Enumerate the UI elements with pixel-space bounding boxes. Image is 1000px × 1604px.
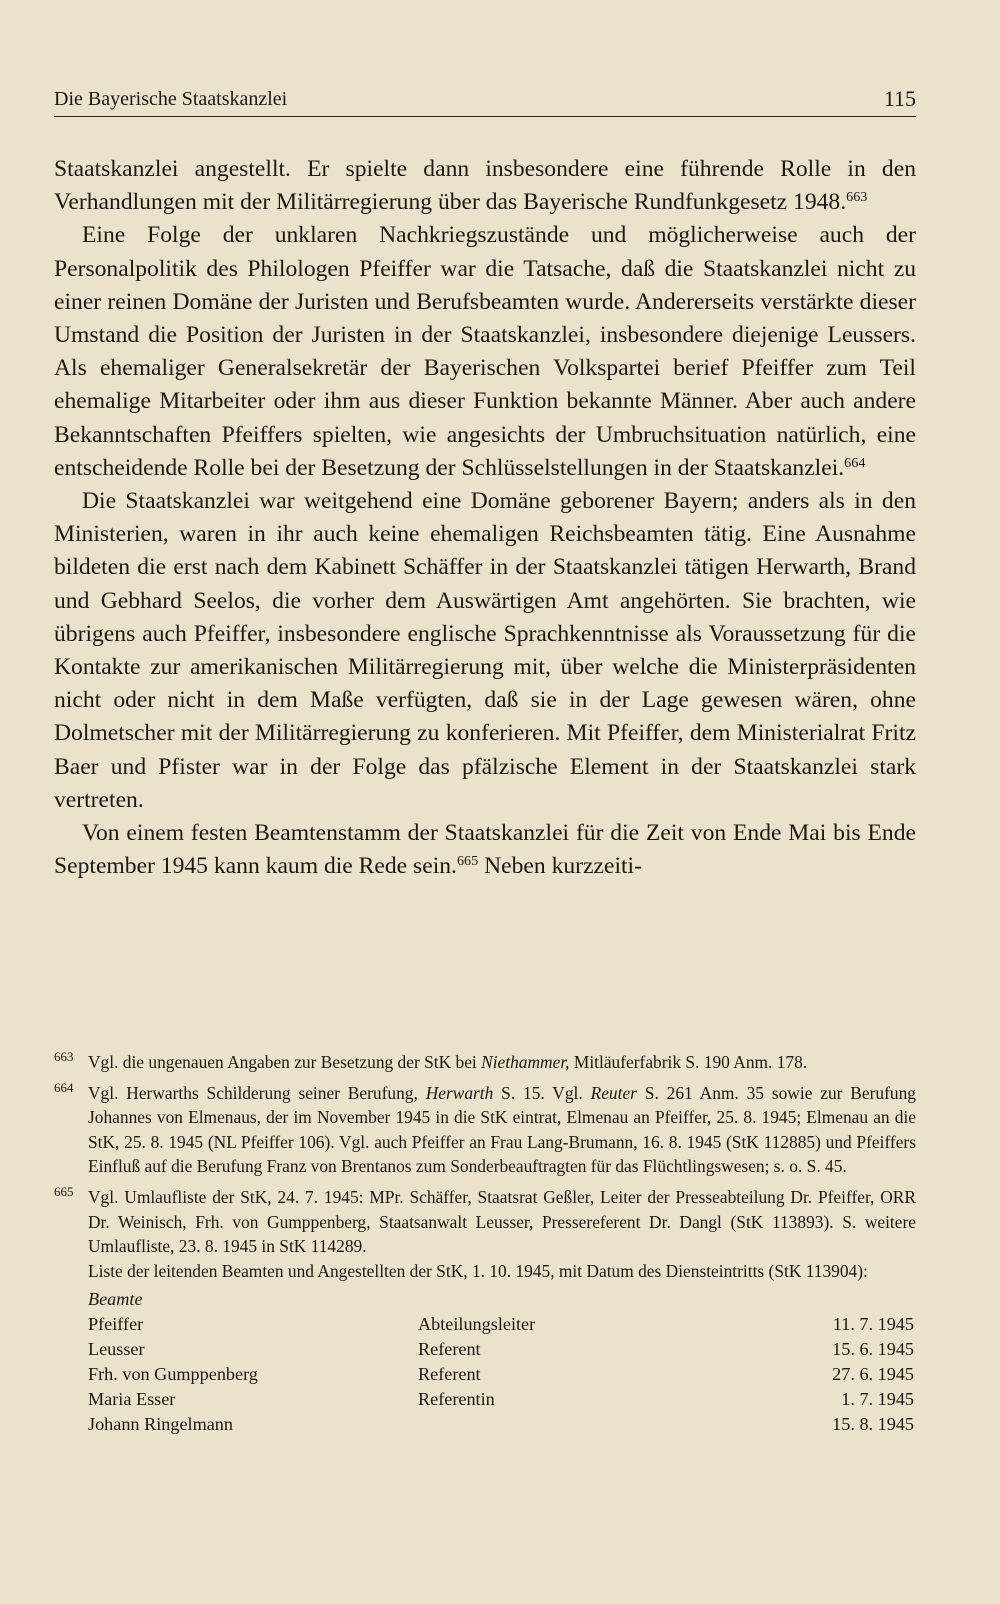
- footnote-664: 664 Vgl. Herwarths Schilderung seiner Berufung, Herwarth S. 15. Vgl. Reuter S. 261 Anm. 35 sowie zur Berufung Johannes von Elmenaus, der im November 1945 in die StK eintrat, Elmenau an Pfeiffer, 25. 8. 1945; Elmenau an die StK, 25. 8. 1945 (NL Pfeiffer 106). Vgl. auch Pfeiffer an Frau Lang-Brumann, 16. 8. 1945 (StK 112885) und Pfeiffers Einfluß auf die Berufung Franz von Brentanos zum Sonderbeauftragten für das Flüchtlingswesen; s. o. S. 45.: [54, 1081, 916, 1179]
- footnote-number: 664: [54, 1079, 74, 1095]
- table-row: Maria Esser Referentin 1. 7. 1945: [88, 1388, 914, 1409]
- table-caption: Beamte: [88, 1289, 143, 1310]
- page-number: 115: [883, 86, 916, 111]
- paragraph-3: Die Staatskanzlei war weitgehend eine Domäne geborener Bayern; anders als in den Ministerien, waren in ihr auch keine ehemaligen Reichsbeamten tätig. Eine Ausnahme bildeten die erst nach dem Kabinett Schäffer in der Staatskanzlei tätigen Herwarth, Brand und Gebhard Seelos, die vorher dem Auswärtigen Amt angehörten. Sie brachten, wie übrigens auch Pfeiffer, insbesondere englische Sprachkenntnisse als Voraussetzung für die Kontakte zur amerikanischen Militärregierung mit, über welche die Ministerpräsidenten nicht oder nicht in dem Maße verfügten, daß sie in der Lage gewesen wären, ohne Dolmetscher mit der Militärregierung zu konferieren. Mit Pfeiffer, dem Ministerialrat Fritz Baer und Pfister war in der Folge das pfälzische Element in der Staatskanzlei stark vertreten.: [54, 488, 916, 813]
- footnote-ref-664: 664: [844, 455, 866, 472]
- footnote-ref-665: 665: [456, 853, 479, 870]
- table-row: Johann Ringelmann 15. 8. 1945: [88, 1413, 914, 1434]
- running-header: [54, 86, 916, 117]
- paragraph-2: Eine Folge der unklaren Nachkriegszustände und möglicherweise auch der Personalpolitik des Philologen Pfeiffer war die Tatsache, daß die Staatskanzlei nicht zu einer reinen Domäne der Juristen und Berufsbeamten wurde. Andererseits verstärkte dieser Umstand die Position der Juristen in der Staatskanzlei, insbesondere diejenige Leussers. Als ehemaliger Generalsekretär der Bayerischen Volkspartei berief Pfeiffer zum Teil ehemalige Mitarbeiter oder ihm aus dieser Funktion bekannte Männer. Aber auch andere Bekanntschaften Pfeiffers spielten, wie angesichts der Umbruchsituation natürlich, eine entscheidende Rolle bei der Besetzung der Schlüsselstellungen in der Staatskanzlei.$^{664}$: [54, 222, 916, 481]
- footnote-665: 665 Vgl. Umlaufliste der StK, 24. 7. 1945: MPr. Schäffer, Staatsrat Geßler, Leiter der Presseabteilung Dr. Pfeiffer, ORR Dr. Weinisch, Frh. von Gumppenberg, Staatsanwalt Leusser, Pressereferent Dr. Dangl (StK 113893). S. weitere Umlaufliste, 23. 8. 1945 in StK 114289. Liste der leitenden Beamten und Angestellten der StK, 1. 10. 1945, mit Datum des Diensteintritts (StK 113904): Beamte Pfeiffer Abteilungsleiter 11. 7. 1945 Leusser Referent 15. 6. 1945 Frh. von Gumppenberg Referent 27. 6. 1945 Maria Esser Referentin 1. 7. 1945 Johann Ringelmann 15. 8. 1945: [54, 1185, 916, 1437]
- staff-table: [88, 1287, 914, 1437]
- footnote-number: 665: [54, 1183, 74, 1199]
- paragraph-1: Staatskanzlei angestellt. Er spielte dann insbesondere eine führende Rolle in den Verhandlungen mit der Militärregierung über das Bayerische Rundfunkgesetz 1948.$^{663}$: [54, 156, 916, 216]
- footnote-ref-663: 663: [846, 189, 868, 206]
- table-row: Frh. von Gumppenberg Referent 27. 6. 1945: [88, 1363, 914, 1384]
- table-row: Pfeiffer Abteilungsleiter 11. 7. 1945: [88, 1313, 914, 1334]
- running-title: Die Bayerische Staatskanzlei: [54, 88, 288, 110]
- footnotes: [54, 1050, 916, 1443]
- paragraph-4: Von einem festen Beamtenstamm der Staatskanzlei für die Zeit von Ende Mai bis Ende September 1945 kann kaum die Rede sein.$^{665}$ Neben kurzzeiti-: [54, 820, 916, 880]
- footnote-663: 663 Vgl. die ungenauen Angaben zur Besetzung der StK bei Niethammer, Mitläuferfabrik S. 190 Anm. 178.: [54, 1050, 916, 1075]
- footnote-number: 663: [54, 1049, 74, 1064]
- book-page: [54, 0, 916, 1604]
- main-text: [54, 153, 916, 883]
- table-row: Leusser Referent 15. 6. 1945: [88, 1338, 914, 1359]
